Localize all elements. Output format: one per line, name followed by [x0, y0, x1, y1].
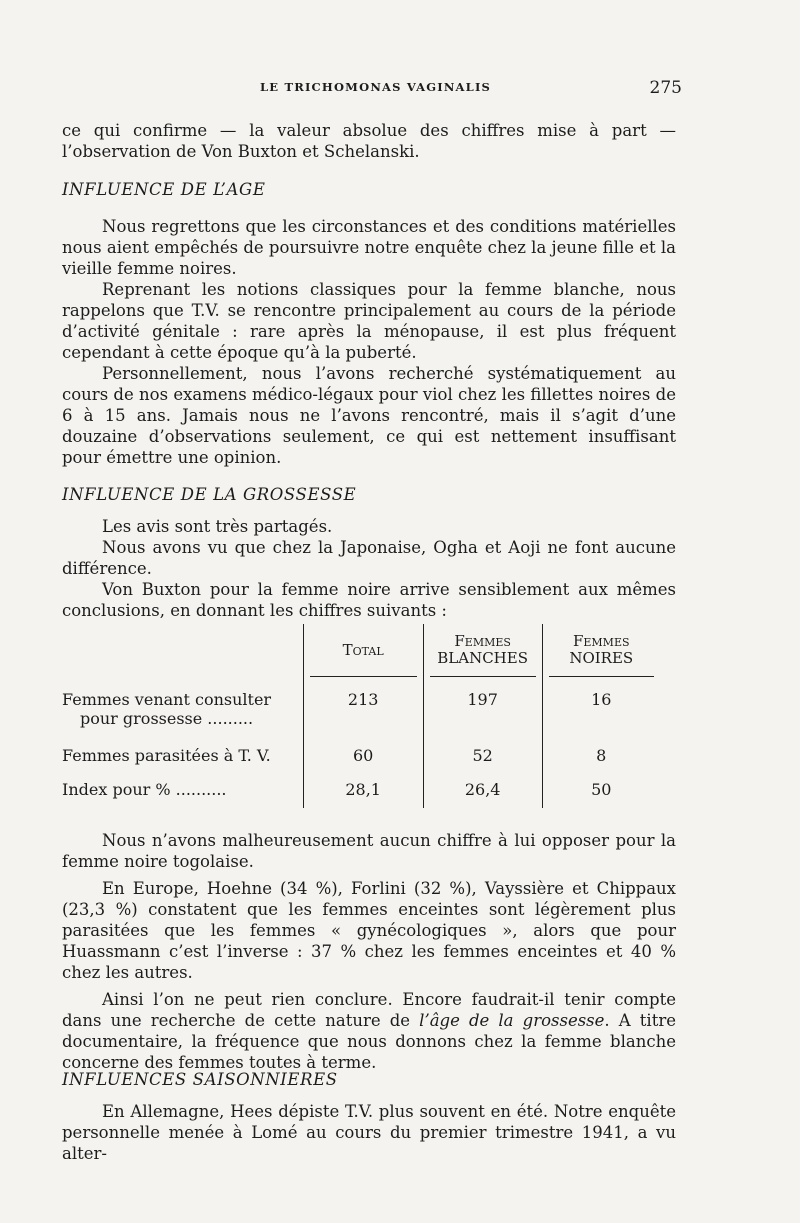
cell-total: 213 [303, 690, 423, 746]
intro-paragraph-block [62, 120, 676, 162]
section-saison-body [62, 1101, 676, 1164]
table-row [62, 780, 660, 808]
cell-blanches: 52 [423, 746, 542, 780]
cell-noires: 50 [542, 780, 660, 808]
header-total: Total [303, 624, 423, 676]
heading-influence-grossesse: INFLUENCE DE LA GROSSESSE [62, 485, 357, 504]
table-header-row [62, 624, 660, 676]
table-row [62, 746, 660, 780]
grossesse-paragraph-1: Les avis sont très partagés. [102, 517, 333, 536]
row-label: Femmes parasitées à T. V. [62, 746, 271, 765]
row-label: Index pour % .......... [62, 780, 227, 799]
age-paragraph-3: Personnellement, nous l’avons recherché systématiquement au cours de nos examens médico-légaux pour viol chez les fillettes noires de 6 à 15 ans. Jamais nous ne l’avons rencontré, mais il s’agit d’une douzaine d’observations seulement, ce qui est nettement insuffisant pour émettre une opinion. [62, 364, 676, 467]
saison-paragraph: En Allemagne, Hees dépiste T.V. plus souvent en été. Notre enquête personnelle menée à Lomé au cours du premier trimestre 1941, a vu alter- [62, 1102, 676, 1163]
after-table-block [62, 830, 676, 1073]
table-rule-row [62, 676, 660, 690]
running-title: LE TRICHOMONAS VAGINALIS [260, 80, 492, 94]
grossesse-paragraph-2: Nous avons vu que chez la Japonaise, Ogha et Aoji ne font aucune différence. [62, 538, 676, 578]
heading-influence-age: INFLUENCE DE L’AGE [62, 180, 266, 199]
grossesse-paragraph-3: Von Buxton pour la femme noire arrive sensiblement aux mêmes conclusions, en donnant les chiffres suivants : [62, 580, 676, 620]
age-paragraph-1: Nous regrettons que les circonstances et des conditions matérielles nous aient empêchés de poursuivre notre enquête chez la jeune fille et la vieille femme noires. [62, 217, 677, 278]
conclusion-paragraph: Ainsi l’on ne peut rien conclure. Encore faudrait-il tenir compte dans une recherche de cette nature de l’âge de la grossesse. A titre documentaire, la fréquence que nous donnons chez la femme blanche concerne des femmes toutes à terme. [62, 990, 676, 1072]
header-femmes-blanches: Femmes BLANCHES [423, 624, 542, 676]
row-label: Femmes venant consulter pour grossesse ......... [62, 690, 272, 728]
cell-noires: 16 [542, 690, 660, 746]
italic-phrase: l’âge de la grossesse [419, 1011, 605, 1030]
page-number: 275 [649, 78, 682, 98]
after-table-paragraph-1: Nous n’avons malheureusement aucun chiffre à lui opposer pour la femme noire togolaise. [62, 831, 676, 871]
header-empty-cell [62, 624, 303, 676]
cell-total: 60 [303, 746, 423, 780]
cell-total: 28,1 [303, 780, 423, 808]
after-table-paragraph-2: En Europe, Hoehne (34 %), Forlini (32 %), Vayssière et Chippaux (23,3 %) constatent que les femmes enceintes sont légèrement plus parasitées que les femmes « gynécologiques », alors que pour Huassmann c’est l’inverse : 37 % chez les femmes enceintes et 40 % chez les autres. [62, 879, 676, 982]
cell-blanches: 197 [423, 690, 542, 746]
header-femmes-noires: Femmes NOIRES [542, 624, 660, 676]
section-grossesse-body [62, 516, 676, 621]
heading-influences-saisonnieres: INFLUENCES SAISONNIERES [62, 1070, 338, 1089]
page-header [62, 78, 682, 100]
buxton-data-table [62, 624, 660, 808]
section-age-body [62, 216, 676, 468]
cell-noires: 8 [542, 746, 660, 780]
intro-paragraph: ce qui confirme — la valeur absolue des chiffres mise à part — l’observation de Von Buxton et Schelanski. [62, 121, 676, 161]
cell-blanches: 26,4 [423, 780, 542, 808]
table-row [62, 690, 660, 746]
age-paragraph-2: Reprenant les notions classiques pour la femme blanche, nous rappelons que T.V. se rencontre principalement au cours de la période d’activité génitale : rare après la ménopause, il est plus fréquent cependant à cette époque qu’à la puberté. [62, 280, 676, 362]
